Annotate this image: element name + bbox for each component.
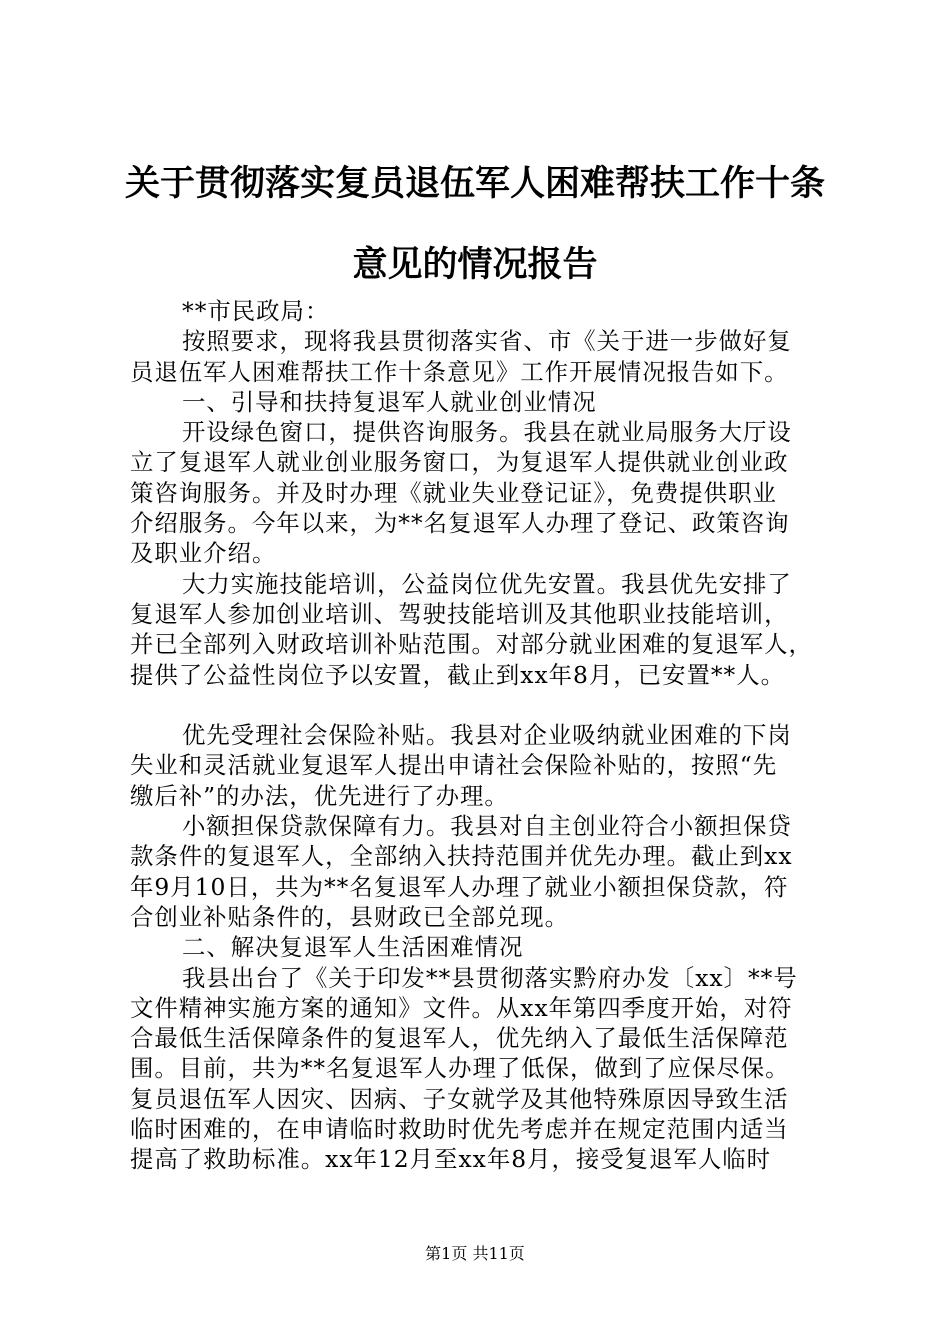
salutation: **市民政局： [182,297,330,325]
body-line: 款条件的复退军人，全部纳入扶持范围并优先办理。截止到xx [130,842,793,871]
body-line: 合最低生活保障条件的复退军人，优先纳入了最低生活保障范 [130,1024,789,1053]
page-footer: 第1页 共11页 [425,1244,525,1263]
body-line: 及职业介绍。 [130,539,277,568]
body-line: 大力实施技能培训，公益岗位优先安置。我县优先安排了 [182,569,792,598]
body-line: 并已全部列入财政培训补贴范围。对部分就业困难的复退军人， [130,630,813,659]
body-line: 立了复退军人就业创业服务窗口，为复退军人提供就业创业政 [130,448,789,477]
document-title-line-1: 关于贯彻落实复员退伍军人困难帮扶工作十条 [124,164,825,204]
body-line: 我县出台了《关于印发**县贯彻落实黔府办发〔xx〕**号 [182,963,798,992]
body-line: 介绍服务。今年以来，为**名复退军人办理了登记、政策咨询 [130,509,790,538]
body-line: 文件精神实施方案的通知》文件。从xx年第四季度开始，对符 [130,993,793,1022]
body-line: 按照要求，现将我县贯彻落实省、市《关于进一步做好复 [182,327,792,356]
body-line: 策咨询服务。并及时办理《就业失业登记证》，免费提供职业 [130,478,777,507]
body-line: 缴后补”的办法，优先进行了办理。 [130,781,509,810]
body-line: 优先受理社会保险补贴。我县对企业吸纳就业困难的下岗 [182,721,792,750]
body-line: 提供了公益性岗位予以安置，截止到xx年8月，已安置**人。 [130,660,786,689]
body-line: 合创业补贴条件的，县财政已全部兑现。 [130,902,570,931]
body-line: 临时困难的，在申请临时救助时优先考虑并在规定范围内适当 [130,1115,789,1144]
body-line: 员退伍军人困难帮扶工作十条意见》工作开展情况报告如下。 [130,357,789,386]
blank-line [130,690,830,720]
body-line: 年9月10日，共为**名复退军人办理了就业小额担保贷款，符 [130,872,789,901]
body-line: 提高了救助标准。xx年12月至xx年8月，接受复退军人临时 [130,1145,772,1174]
body-line: 围。目前，共为**名复退军人办理了低保，做到了应保尽保。 [130,1054,790,1083]
body-line: 复退军人参加创业培训、驾驶技能培训及其他职业技能培训， [130,599,789,628]
section-heading-2: 二、解决复退军人生活困难情况 [182,933,524,962]
body-line: 失业和灵活就业复退军人提出申请社会保险补贴的，按照“先 [130,751,778,780]
document-body [130,296,830,1175]
body-line: 复员退伍军人因灾、因病、子女就学及其他特殊原因导致生活 [130,1084,789,1113]
section-heading-1: 一、引导和扶持复退军人就业创业情况 [182,387,597,416]
body-line: 开设绿色窗口，提供咨询服务。我县在就业局服务大厅设 [182,418,792,447]
body-line: 小额担保贷款保障有力。我县对自主创业符合小额担保贷 [182,812,792,841]
document-title-line-2: 意见的情况报告 [352,245,598,285]
